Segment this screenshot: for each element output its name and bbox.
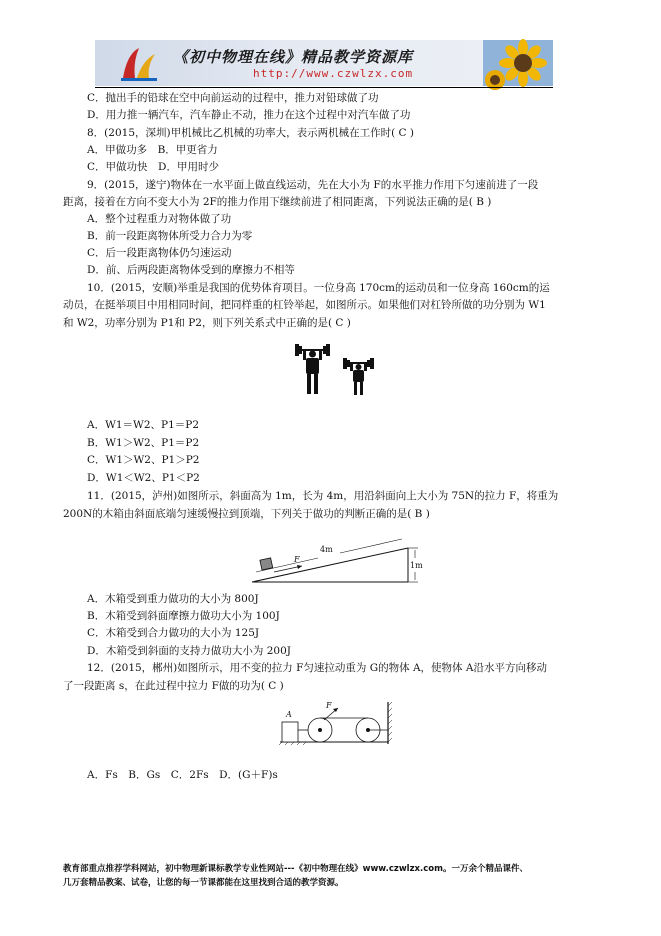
question-8: 8．(2015，深圳)甲机械比乙机械的功率大，表示两机械在工作时( C )	[87, 127, 414, 139]
option-9b: B．前一段距离物体所受力合力为零	[87, 230, 253, 242]
header-divider	[95, 87, 553, 88]
option-10c: C．W1＞W2、P1＞P2	[87, 454, 200, 466]
option-8cd: C．甲做功快 D．甲用时少	[87, 161, 219, 173]
pulley-block-label: A	[286, 710, 292, 719]
option-7c: C．抛出手的铅球在空中向前运动的过程中，推力对铅球做了功	[87, 92, 379, 104]
option-11d: D．木箱受到斜面的支持力做功大小为 200J	[87, 645, 292, 657]
question-11-line1: 11．(2015，泸州)如图所示，斜面高为 1m，长为 4m，用沿斜面向上大小为 75N的拉力 F，将重为	[87, 490, 559, 502]
sunflower-icon	[483, 40, 553, 86]
page-footer	[63, 862, 623, 890]
option-11a: A．木箱受到重力做功的大小为 800J	[87, 593, 259, 605]
weightlifters-figure	[293, 340, 383, 396]
footer-line-2: 几万套精品教案、试卷，让您的每一节课都能在这里找到合适的教学资源。	[63, 878, 344, 888]
footer-line-1: 教育部重点推荐学科网站，初中物理新课标教学专业性网站---《初中物理在线》www.czwlzx.com。一万余个精品课件、	[63, 864, 528, 874]
option-7d: D．用力推一辆汽车，汽车静止不动，推力在这个过程中对汽车做了功	[87, 109, 411, 121]
header-banner	[95, 40, 553, 86]
question-11-line2: 200N的木箱由斜面底端匀速缓慢拉到顶端，下列关于做功的判断正确的是( B )	[63, 508, 430, 520]
pulley-figure	[278, 700, 403, 746]
incline-force-label: F	[294, 555, 300, 564]
option-12: A．Fs B．Gs C．2Fs D．(G＋F)s	[87, 769, 278, 781]
incline-height-label: 1m	[410, 561, 423, 570]
question-9-line1: 9．(2015，遂宁)物体在一水平面上做直线运动，先在大小为 F的水平推力作用下匀速前进了一段	[87, 179, 539, 191]
option-10d: D．W1＜W2、P1＜P2	[87, 472, 200, 484]
incline-length-label: 4m	[320, 545, 333, 554]
question-12-line2: 了一段距离 s，在此过程中拉力 F做的功为( C )	[63, 680, 284, 692]
banner-title: 《初中物理在线》精品教学资源库	[173, 48, 414, 66]
option-10a: A．W1＝W2、P1＝P2	[87, 419, 200, 431]
site-logo-icon	[117, 44, 161, 84]
option-11b: B．木箱受到斜面摩擦力做功大小为 100J	[87, 610, 280, 622]
question-10-line1: 10．(2015，安顺)举重是我国的优势体育项目。一位身高 170cm的运动员和一位身高 160cm的运	[87, 282, 550, 294]
option-9a: A．整个过程重力对物体做了功	[87, 213, 232, 225]
pulley-force-label: F	[326, 701, 332, 710]
banner-url[interactable]: http://www.czwlzx.com	[253, 67, 414, 80]
question-10-line3: 和 W2，功率分别为 P1和 P2，则下列关系式中正确的是( C )	[63, 317, 351, 329]
question-9-line2: 距离，接着在方向不变大小为 2F的推力作用下继续前进了相同距离，下列说法正确的是( B )	[63, 196, 492, 208]
option-9c: C．后一段距离物体仍匀速运动	[87, 247, 232, 259]
option-11c: C．木箱受到合力做功的大小为 125J	[87, 627, 260, 639]
option-8ab: A．甲做功多 B．甲更省力	[87, 144, 218, 156]
option-9d: D．前、后两段距离物体受到的摩擦力不相等	[87, 264, 295, 276]
incline-figure	[250, 534, 423, 586]
question-10-line2: 动员，在挺举项目中用相同时间，把同样重的杠铃举起，如图所示。如果他们对杠铃所做的功分别为 W1	[63, 299, 546, 311]
question-12-line1: 12．(2015，郴州)如图所示，用不变的拉力 F匀速拉动重为 G的物体 A，使物体 A沿水平方向移动	[87, 662, 547, 674]
option-10b: B．W1＞W2、P1＝P2	[87, 437, 200, 449]
